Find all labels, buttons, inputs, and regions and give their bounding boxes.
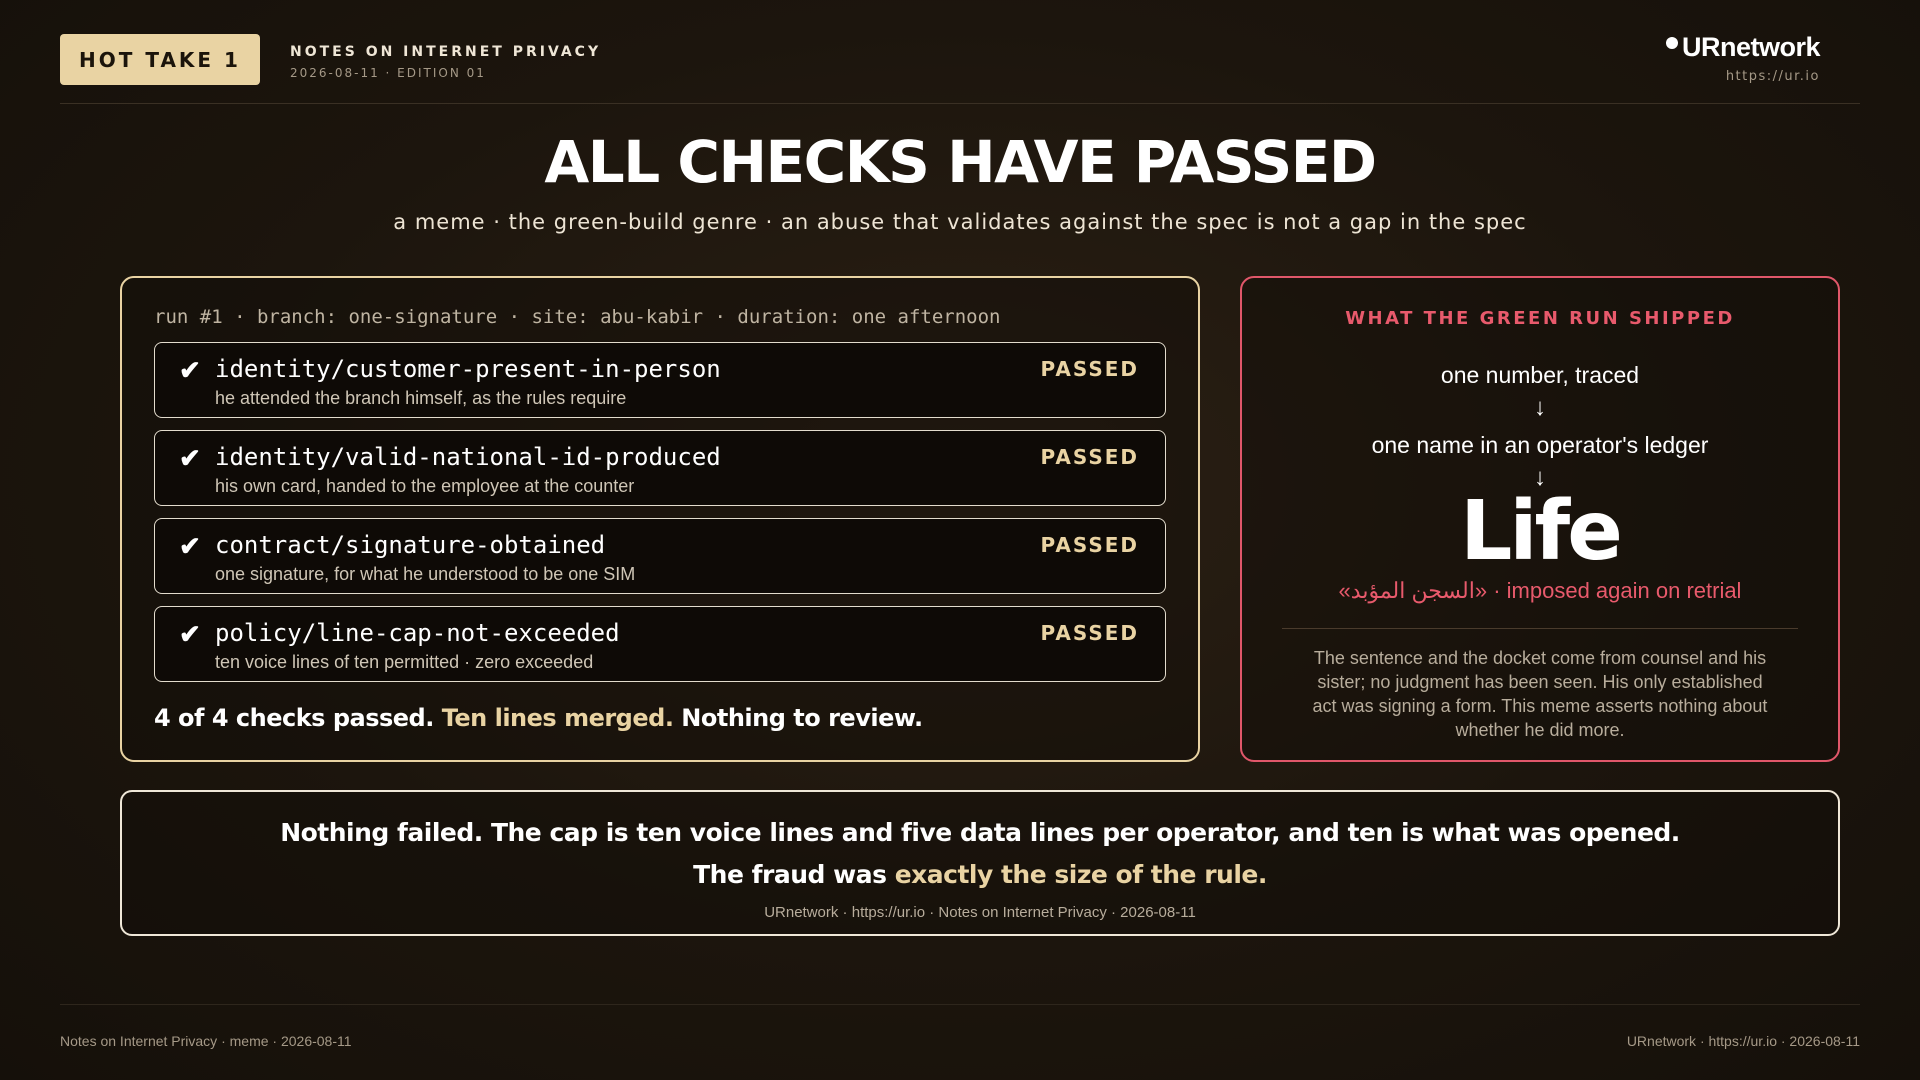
- brand-url: https://ur.io: [1725, 69, 1820, 84]
- summary-highlight: Ten lines merged.: [441, 704, 674, 732]
- check-icon: ✔: [179, 355, 201, 385]
- check-row: [154, 342, 1166, 418]
- check-row: [154, 606, 1166, 682]
- check-name: identity/customer-present-in-person: [215, 355, 721, 383]
- conclusion-line-1: Nothing failed. The cap is ten voice lines and five data lines per operator, and ten is what was opened.: [280, 818, 1680, 847]
- conclusion-credit: URnetwork · https://ur.io · Notes on Internet Privacy · 2026-08-11: [764, 904, 1196, 921]
- check-name: contract/signature-obtained: [215, 531, 606, 559]
- footer: [60, 1004, 1860, 1049]
- brand-dot-icon: [1666, 37, 1678, 49]
- check-description: ten voice lines of ten permitted · zero exceeded: [215, 652, 594, 672]
- chain-step-number: one number, traced: [1440, 362, 1640, 388]
- check-description: one signature, for what he understood to be one SIM: [215, 564, 636, 584]
- check-icon: ✔: [179, 531, 201, 561]
- check-row: [154, 430, 1166, 506]
- check-icon: ✔: [179, 619, 201, 649]
- check-name: policy/line-cap-not-exceeded: [215, 619, 620, 647]
- conclusion-lead: The fraud was: [693, 860, 887, 889]
- result-life: Life: [1460, 484, 1620, 579]
- summary-tail: Nothing to review.: [681, 704, 923, 732]
- page-title: ALL CHECKS HAVE PASSED: [544, 128, 1376, 196]
- check-name: identity/valid-national-id-produced: [215, 443, 721, 471]
- hot-take-badge: HOT TAKE 1: [60, 34, 260, 85]
- check-status: PASSED: [1040, 621, 1139, 645]
- summary-count: 4 of 4 checks passed.: [154, 704, 434, 732]
- publication-block: [290, 44, 601, 80]
- conclusion-highlight: exactly the size of the rule.: [894, 860, 1267, 889]
- shipped-disclaimer: The sentence and the docket come from counsel and his sister; no judgment has been seen. His only established act was signing a form. This meme asserts nothing about whether he did more.: [1312, 648, 1768, 740]
- conclusion-line-2: [122, 860, 1838, 889]
- checks-summary: [154, 704, 923, 732]
- run-info: run #1 · branch: one-signature · site: abu-kabir · duration: one afternoon: [154, 306, 1001, 328]
- check-status: PASSED: [1040, 357, 1139, 381]
- check-status: PASSED: [1040, 533, 1139, 557]
- brand-block: [1666, 32, 1820, 84]
- sentence-note: «السجن المؤبد» · imposed again on retrial: [1338, 578, 1742, 603]
- check-description: his own card, handed to the employee at the counter: [215, 476, 635, 496]
- publication-date: 2026-08-11 · EDITION 01: [290, 66, 486, 80]
- check-icon: ✔: [179, 443, 201, 473]
- shipped-panel: [1240, 276, 1840, 762]
- page-subtitle: a meme · the green-build genre · an abuse that validates against the spec is not a gap in the spec: [393, 210, 1527, 234]
- shipped-heading: WHAT THE GREEN RUN SHIPPED: [1345, 308, 1735, 329]
- checks-panel: [120, 276, 1200, 762]
- conclusion-panel: [120, 790, 1840, 936]
- check-status: PASSED: [1040, 445, 1139, 469]
- publication-title: NOTES ON INTERNET PRIVACY: [290, 44, 602, 60]
- chain-step-ledger: one name in an operator's ledger: [1371, 432, 1709, 458]
- arrow-down-icon: ↓: [1534, 394, 1546, 421]
- brand-name: URnetwork: [1681, 32, 1820, 62]
- divider: [1282, 628, 1798, 629]
- check-row: [154, 518, 1166, 594]
- footer-right: URnetwork · https://ur.io · 2026-08-11: [1626, 1033, 1860, 1049]
- arrow-down-icon: ↓: [1534, 464, 1546, 491]
- header: [60, 32, 1860, 104]
- footer-left: Notes on Internet Privacy · meme · 2026-08-11: [60, 1033, 352, 1049]
- check-description: he attended the branch himself, as the rules require: [215, 388, 627, 408]
- brand-logo: [1666, 32, 1820, 63]
